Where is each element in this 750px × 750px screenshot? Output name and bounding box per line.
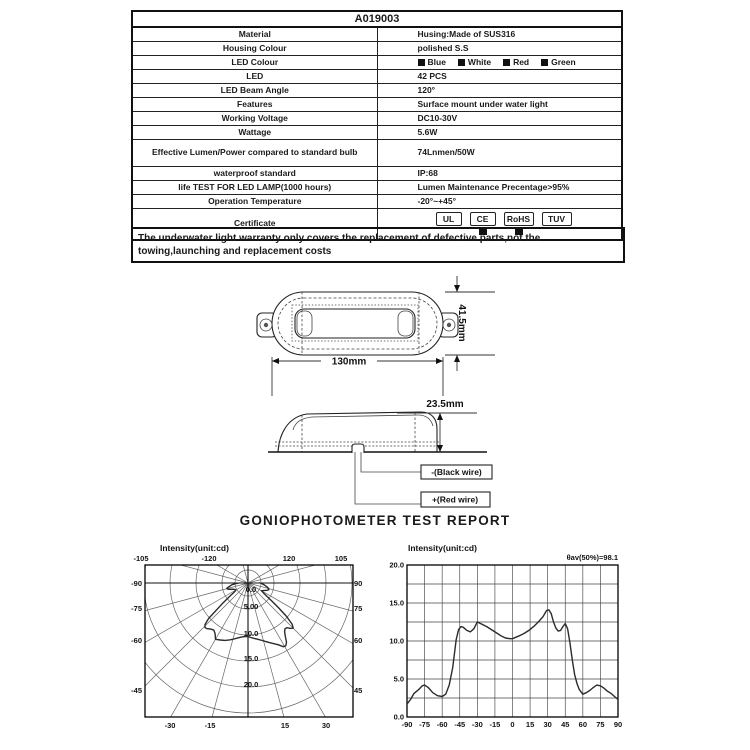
- svg-text:15: 15: [525, 720, 535, 729]
- certificate-badge: UL: [436, 212, 462, 226]
- svg-text:60: 60: [354, 636, 363, 645]
- polar-intensity-chart: [95, 540, 385, 735]
- svg-text:-105: -105: [133, 554, 149, 563]
- table-row: [132, 56, 622, 70]
- svg-text:-75: -75: [419, 720, 431, 729]
- table-row: [132, 42, 622, 56]
- svg-text:105: 105: [334, 554, 348, 563]
- svg-text:-90: -90: [131, 579, 142, 588]
- table-row: [132, 181, 622, 195]
- svg-text:75: 75: [354, 604, 363, 613]
- svg-text:-30: -30: [164, 721, 176, 730]
- warranty-note: The underwater light warranty only covers the replacement of defective parts,not the towing,launching and replacement costs: [131, 227, 625, 263]
- height-dimension-label: 41.5mm: [456, 304, 467, 342]
- svg-text:5.00: 5.00: [243, 602, 259, 611]
- row-value: -20°~+45°: [377, 195, 622, 209]
- color-square-icon: [458, 59, 465, 66]
- report-title: GONIOPHOTOMETER TEST REPORT: [239, 513, 511, 528]
- svg-text:15.0: 15.0: [389, 598, 404, 608]
- side-view-drawing: [268, 399, 492, 507]
- black-wire-label: -(Black wire): [431, 467, 482, 477]
- housing-outline: [272, 292, 443, 355]
- svg-text:120: 120: [282, 554, 296, 563]
- certificate-badge: TUV: [542, 212, 572, 226]
- polar-chart-title: Intensity(unit:cd): [160, 543, 229, 553]
- width-dimension: [272, 357, 443, 397]
- row-value: 120°: [377, 84, 622, 98]
- line-chart-plot: [389, 561, 622, 730]
- model-number: A019003: [132, 11, 622, 27]
- line-chart-annotation: θav(50%)=98.1: [566, 553, 618, 562]
- row-label: waterproof standard: [132, 167, 377, 181]
- row-label: LED Beam Angle: [132, 84, 377, 98]
- spec-table-body: [132, 27, 622, 240]
- certificate-badge: CE: [470, 212, 496, 226]
- svg-text:10.0: 10.0: [243, 629, 259, 638]
- row-label: Operation Temperature: [132, 195, 377, 209]
- svg-text:90: 90: [354, 579, 363, 588]
- certificate-badge: RoHS: [504, 212, 534, 226]
- row-value: 42 PCS: [377, 70, 622, 84]
- row-value: IP:68: [377, 167, 622, 181]
- table-row: [132, 126, 622, 140]
- svg-text:-60: -60: [131, 636, 142, 645]
- svg-text:-90: -90: [401, 720, 413, 729]
- line-chart-title: Intensity(unit:cd): [408, 543, 477, 553]
- row-label: Effective Lumen/Power compared to standard bulb: [132, 140, 377, 167]
- polar-chart-plot: [95, 540, 385, 735]
- wire-callouts: [355, 452, 492, 507]
- row-value: DC10-30V: [377, 112, 622, 126]
- svg-text:20.0: 20.0: [243, 680, 259, 689]
- row-value: Lumen Maintenance Precentage>95%: [377, 181, 622, 195]
- svg-text:5.0: 5.0: [393, 674, 404, 684]
- color-name: White: [467, 56, 492, 67]
- svg-text:20.0: 20.0: [389, 560, 404, 570]
- color-name: Blue: [427, 56, 446, 67]
- table-row: [132, 112, 622, 126]
- svg-text:30: 30: [543, 720, 552, 729]
- row-label: Certificate: [132, 209, 377, 241]
- dome-height-label: 23.5mm: [426, 399, 464, 410]
- row-value: Husing:Made of SUS316: [377, 27, 622, 42]
- row-label: Working Voltage: [132, 112, 377, 126]
- technical-drawings: [225, 268, 520, 518]
- svg-text:10.0: 10.0: [389, 636, 404, 646]
- color-square-icon: [503, 59, 510, 66]
- svg-text:-60: -60: [436, 720, 448, 729]
- row-value: 74Lnmen/50W: [377, 140, 622, 167]
- table-row: [132, 140, 622, 167]
- svg-text:60: 60: [578, 720, 588, 729]
- svg-text:-120: -120: [201, 554, 217, 563]
- top-view-drawing: [257, 276, 495, 396]
- spec-table: [131, 10, 623, 241]
- svg-text:45: 45: [354, 686, 363, 695]
- table-header-row: [132, 11, 622, 27]
- row-value: Surface mount under water light: [377, 98, 622, 112]
- color-square-icon: [418, 59, 425, 66]
- color-name: Red: [513, 56, 530, 67]
- row-value: [377, 56, 622, 70]
- table-row: [132, 70, 622, 84]
- color-name: Green: [551, 56, 576, 67]
- table-row: [132, 167, 622, 181]
- row-value: polished S.S: [377, 42, 622, 56]
- table-row: [132, 27, 622, 42]
- cable-gland: [352, 444, 364, 453]
- row-label: Material: [132, 27, 377, 42]
- row-label: LED: [132, 70, 377, 84]
- svg-text:15: 15: [280, 721, 290, 730]
- row-label: life TEST FOR LED LAMP(1000 hours): [132, 181, 377, 195]
- svg-text:-45: -45: [454, 720, 466, 729]
- svg-text:-45: -45: [131, 686, 142, 695]
- svg-text:0: 0: [510, 720, 515, 729]
- red-wire-label: +(Red wire): [431, 494, 479, 505]
- width-dimension-label: 130mm: [331, 356, 367, 368]
- row-label: LED Colour: [132, 56, 377, 70]
- svg-text:45: 45: [561, 720, 570, 729]
- svg-text:-15: -15: [204, 721, 216, 730]
- svg-text:0.0: 0.0: [245, 585, 257, 594]
- row-value: 5.6W: [377, 126, 622, 140]
- table-row: [132, 98, 622, 112]
- svg-text:15.0: 15.0: [243, 654, 259, 663]
- color-square-icon: [541, 59, 548, 66]
- svg-text:90: 90: [613, 720, 623, 729]
- svg-text:30: 30: [321, 721, 331, 730]
- svg-text:-75: -75: [131, 604, 142, 613]
- svg-text:0.0: 0.0: [393, 712, 404, 722]
- svg-text:-15: -15: [489, 720, 501, 729]
- row-label: Features: [132, 98, 377, 112]
- table-row: [132, 84, 622, 98]
- row-label: Wattage: [132, 126, 377, 140]
- intensity-line-chart: [385, 540, 685, 735]
- svg-text:-30: -30: [471, 720, 483, 729]
- table-row: [132, 195, 622, 209]
- row-label: Housing Colour: [132, 42, 377, 56]
- svg-text:75: 75: [596, 720, 605, 729]
